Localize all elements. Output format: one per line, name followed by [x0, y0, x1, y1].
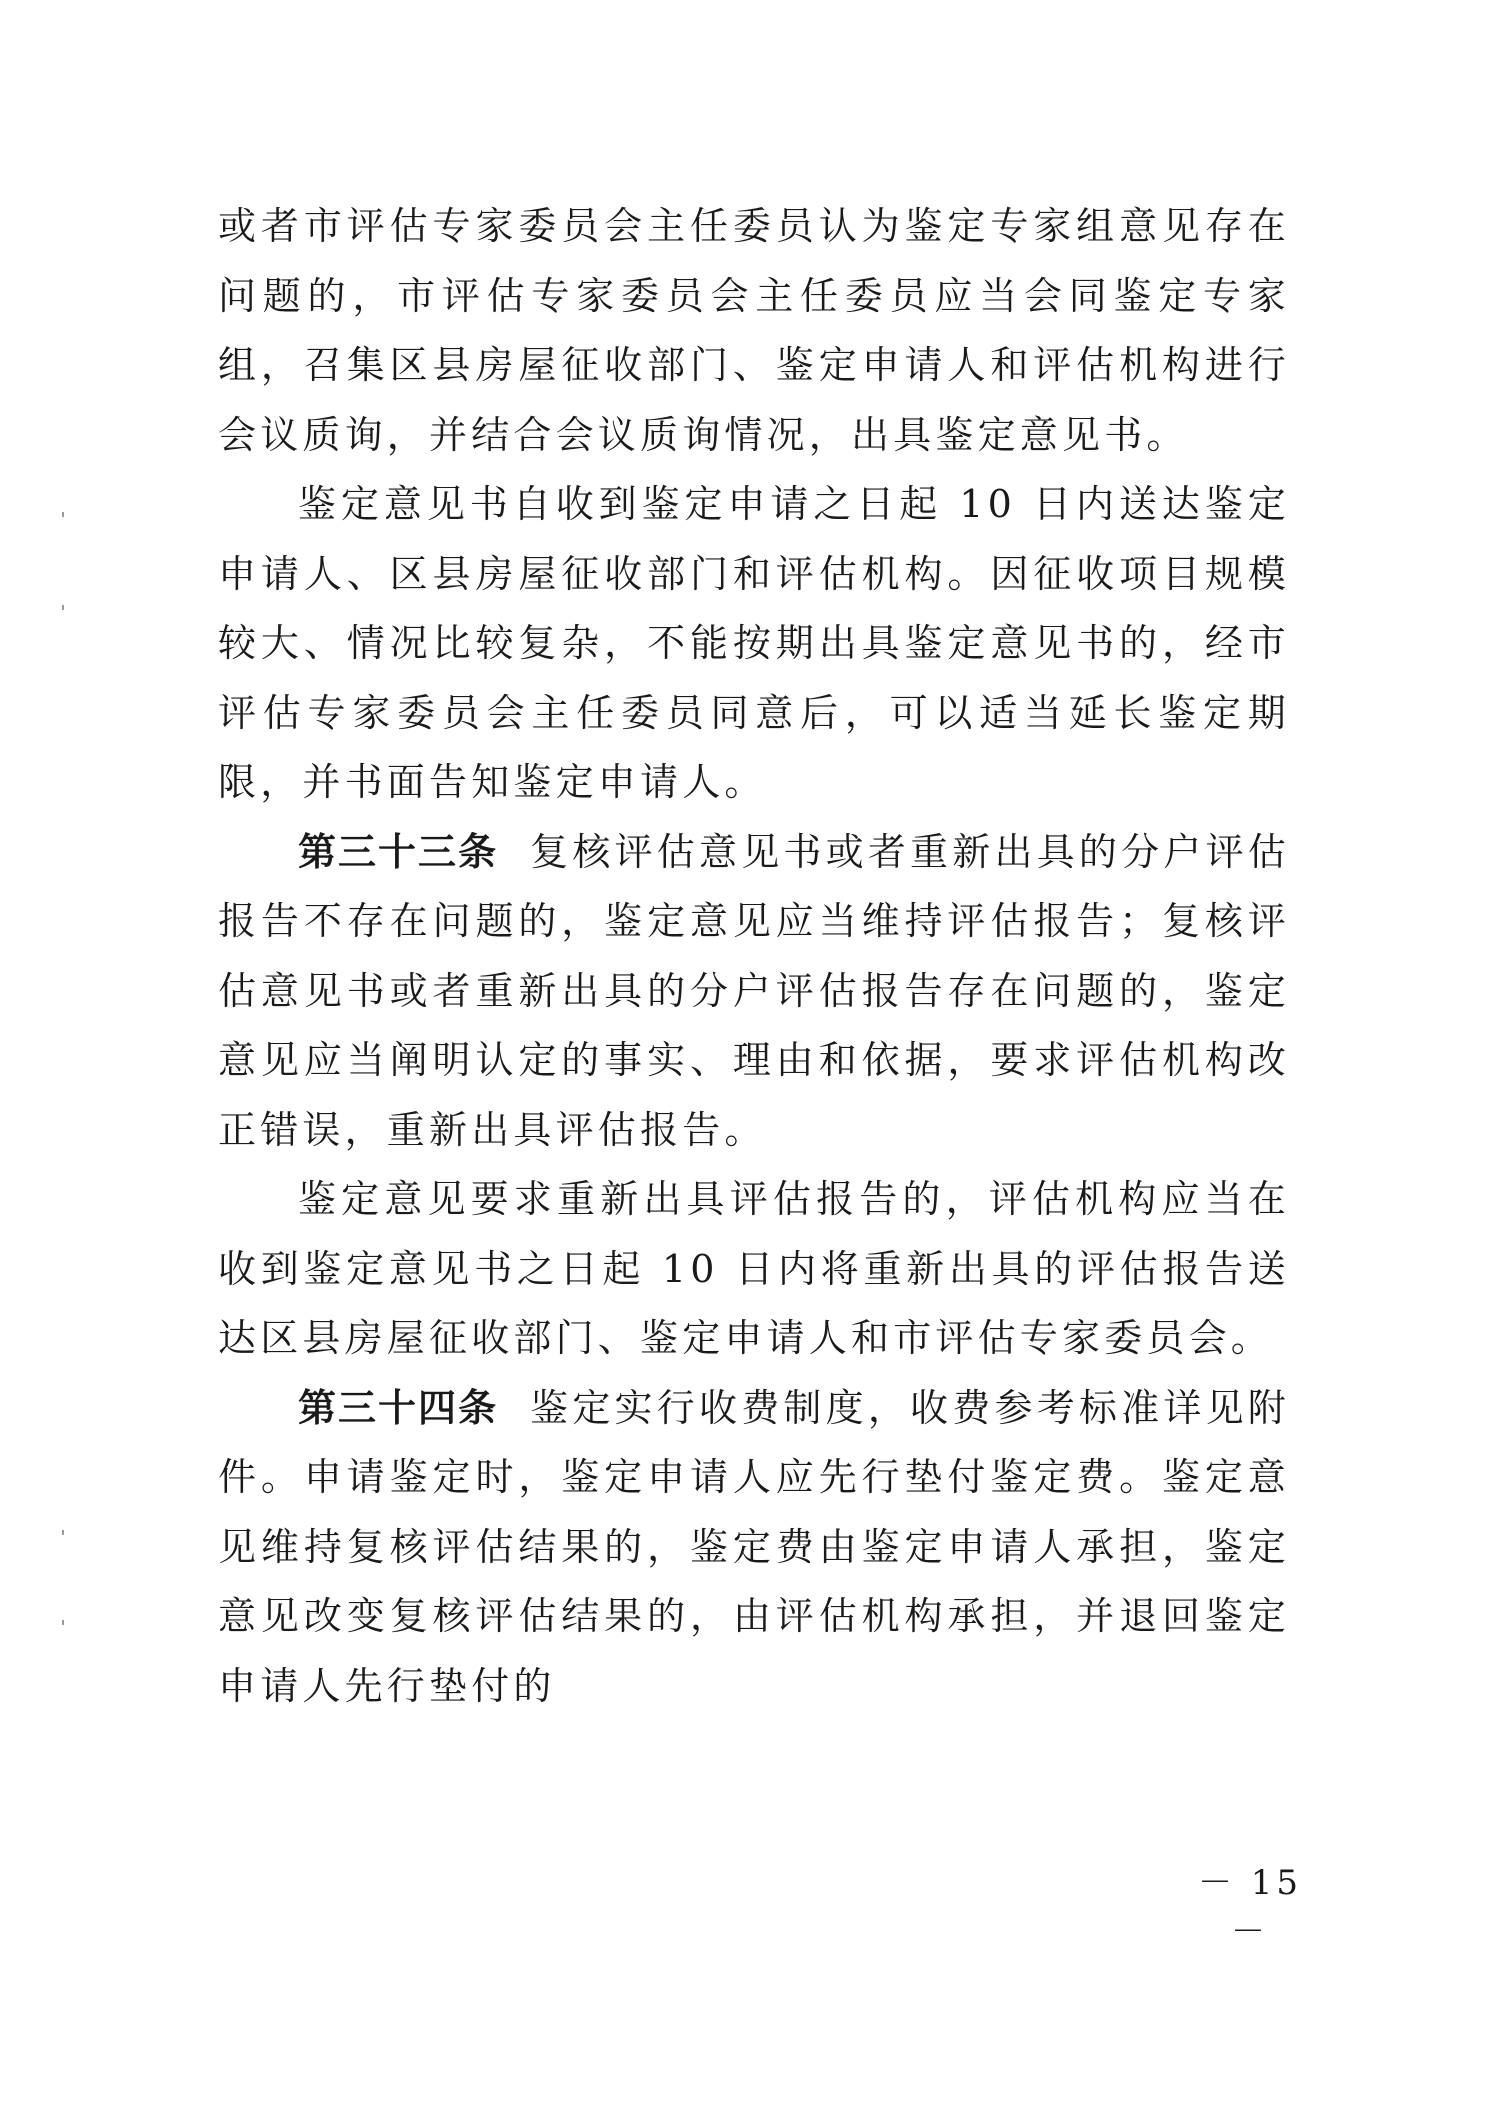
page-number: － 15 －: [1197, 1863, 1303, 1952]
article-33-paragraph: [218, 818, 1290, 1166]
article-heading: 第三十四条: [298, 1385, 499, 1430]
scan-margin-mark: [62, 1530, 64, 1535]
article-34-paragraph: [218, 1374, 1290, 1722]
scan-margin-mark: [62, 1620, 64, 1625]
article-text: 复核评估意见书或者重新出具的分户评估报告不存在问题的，鉴定意见应当维持评估报告；复核评估意见书或者重新出具的分户评估报告存在问题的，鉴定意见应当阐明认定的事实、理由和依据，要求评估机构改正错误，重新出具评估报告。: [218, 829, 1290, 1152]
scan-margin-mark: [62, 605, 64, 610]
scan-margin-mark: [62, 512, 64, 517]
body-text: [218, 192, 1290, 1721]
paragraph: 鉴定意见要求重新出具评估报告的，评估机构应当在收到鉴定意见书之日起 10 日内将重新出具的评估报告送达区县房屋征收部门、鉴定申请人和市评估专家委员会。: [218, 1177, 1290, 1360]
article-text: 鉴定实行收费制度，收费参考标准详见附件。申请鉴定时，鉴定申请人应先行垫付鉴定费。鉴定意见维持复核评估结果的，鉴定费由鉴定申请人承担，鉴定意见改变复核评估结果的，由评估机构承担，并退回鉴定申请人先行垫付的: [218, 1385, 1290, 1708]
paragraph-continuation: 或者市评估专家委员会主任委员认为鉴定专家组意见存在问题的，市评估专家委员会主任委员应当会同鉴定专家组，召集区县房屋征收部门、鉴定申请人和评估机构进行会议质询，并结合会议质询情况，出具鉴定意见书。: [218, 204, 1290, 457]
article-heading: 第三十三条: [298, 829, 499, 874]
paragraph: 鉴定意见书自收到鉴定申请之日起 10 日内送达鉴定申请人、区县房屋征收部门和评估机构。因征收项目规模较大、情况比较复杂，不能按期出具鉴定意见书的，经市评估专家委员会主任委员同意后，可以适当延长鉴定期限，并书面告知鉴定申请人。: [218, 482, 1290, 804]
